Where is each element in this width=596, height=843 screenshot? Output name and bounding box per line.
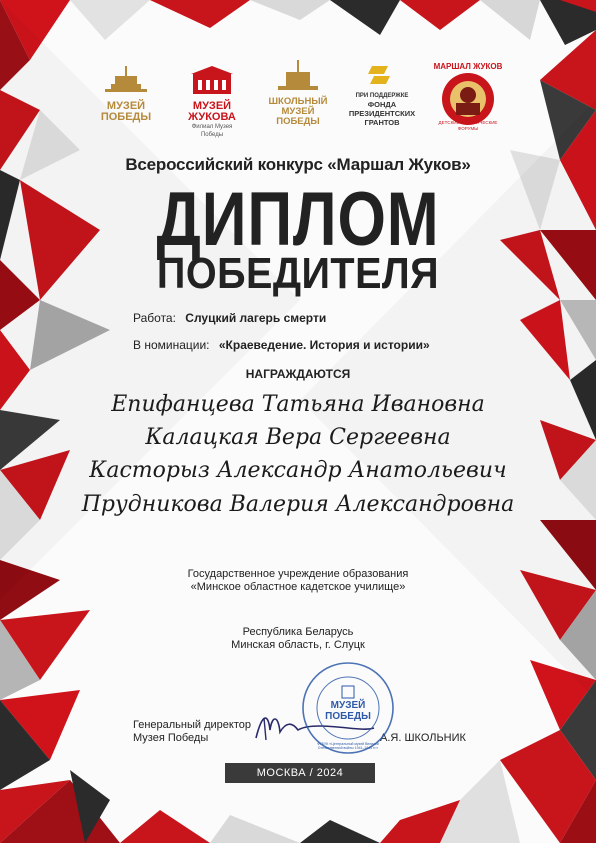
logo-fund-line2: ФОНДА	[367, 100, 397, 109]
nomination-label: В номинации:	[133, 338, 210, 352]
museum-zhukov-building-icon	[181, 66, 243, 96]
institution-block	[0, 568, 596, 594]
work-label: Работа:	[133, 311, 176, 325]
awarded-heading: НАГРАЖДАЮТСЯ	[245, 367, 351, 381]
logo-school-museum-line3: ПОБЕДЫ	[276, 116, 320, 127]
logo-museum-zhukov	[181, 66, 243, 138]
museum-victory-emblem-icon	[97, 66, 155, 96]
winner-heading: ПОБЕДИТЕЛЯ	[156, 249, 440, 298]
institution-line2: «Минское областное кадетское училище»	[190, 581, 406, 593]
footer-city-year: МОСКВА / 2024	[225, 763, 375, 783]
stamp-center-line1: МУЗЕЙ	[330, 700, 366, 711]
logo-marshal-zhukov-top: МАРШАЛ ЖУКОВ	[433, 62, 503, 71]
location-line2: Минская область, г. Слуцк	[231, 639, 365, 651]
location-line1: Республика Беларусь	[242, 626, 354, 638]
institution-line1: Государственное учреждение образования	[187, 568, 409, 580]
signatory-line1: Генеральный директор	[133, 719, 251, 731]
signatory-block	[133, 719, 251, 745]
logo-school-museum-line1: ШКОЛЬНЫЙ	[268, 96, 328, 107]
signatory-name: А.Я. ШКОЛЬНИК	[380, 732, 466, 744]
work-row	[133, 311, 326, 325]
logo-museum-zhukov-sub: Филиал Музея Победы	[191, 124, 233, 138]
awardee-name: Прудникова Валерия Александровна	[81, 492, 515, 517]
awardee-name: Касторыз Александр Анатольевич	[89, 458, 507, 483]
awardee-name: Калацкая Вера Сергеевна	[145, 425, 451, 450]
nomination-value: «Краеведение. История и истории»	[218, 338, 430, 352]
signatory-line2: Музея Победы	[133, 732, 209, 744]
nomination-row	[133, 338, 430, 352]
logo-museum-zhukov-line2: ЖУКОВА	[188, 111, 236, 123]
location-block	[0, 626, 596, 652]
grants-fund-icon	[344, 64, 420, 88]
logo-marshal-zhukov	[430, 62, 506, 134]
logo-museum-victory-line1: МУЗЕЙ	[106, 100, 146, 112]
logo-marshal-zhukov-ring: ДЕТСКИЕ ИСТОРИЧЕСКИЕ ФОРУМЫ	[438, 120, 498, 131]
contest-title: Всероссийский конкурс «Маршал Жуков»	[125, 155, 471, 174]
logo-school-museum	[268, 60, 328, 132]
logo-presidential-grants	[344, 64, 420, 132]
logo-fund-line1: ПРИ ПОДДЕРЖКЕ	[355, 93, 409, 99]
logo-museum-victory	[97, 66, 155, 128]
logo-museum-zhukov-line1: МУЗЕЙ	[192, 100, 232, 112]
work-value: Слуцкий лагерь смерти	[185, 311, 327, 325]
logo-museum-victory-line2: ПОБЕДЫ	[100, 111, 152, 123]
logo-fund-line3: ПРЕЗИДЕНТСКИХ	[348, 109, 416, 118]
stamp-center-line2: ПОБЕДЫ	[325, 711, 371, 722]
awardee-name: Епифанцева Татьяна Ивановна	[111, 392, 485, 417]
diploma-heading: ДИПЛОМ	[156, 177, 440, 262]
logo-school-museum-line2: МУЗЕЙ	[281, 106, 315, 117]
school-museum-emblem-icon	[268, 60, 328, 92]
official-stamp	[300, 660, 396, 756]
stamp-ring-text: ФГБУК «Центральный музей Великой Отечественной войны 1941–1945 гг.»	[317, 742, 379, 750]
logo-fund-line4: ГРАНТОВ	[364, 118, 400, 127]
